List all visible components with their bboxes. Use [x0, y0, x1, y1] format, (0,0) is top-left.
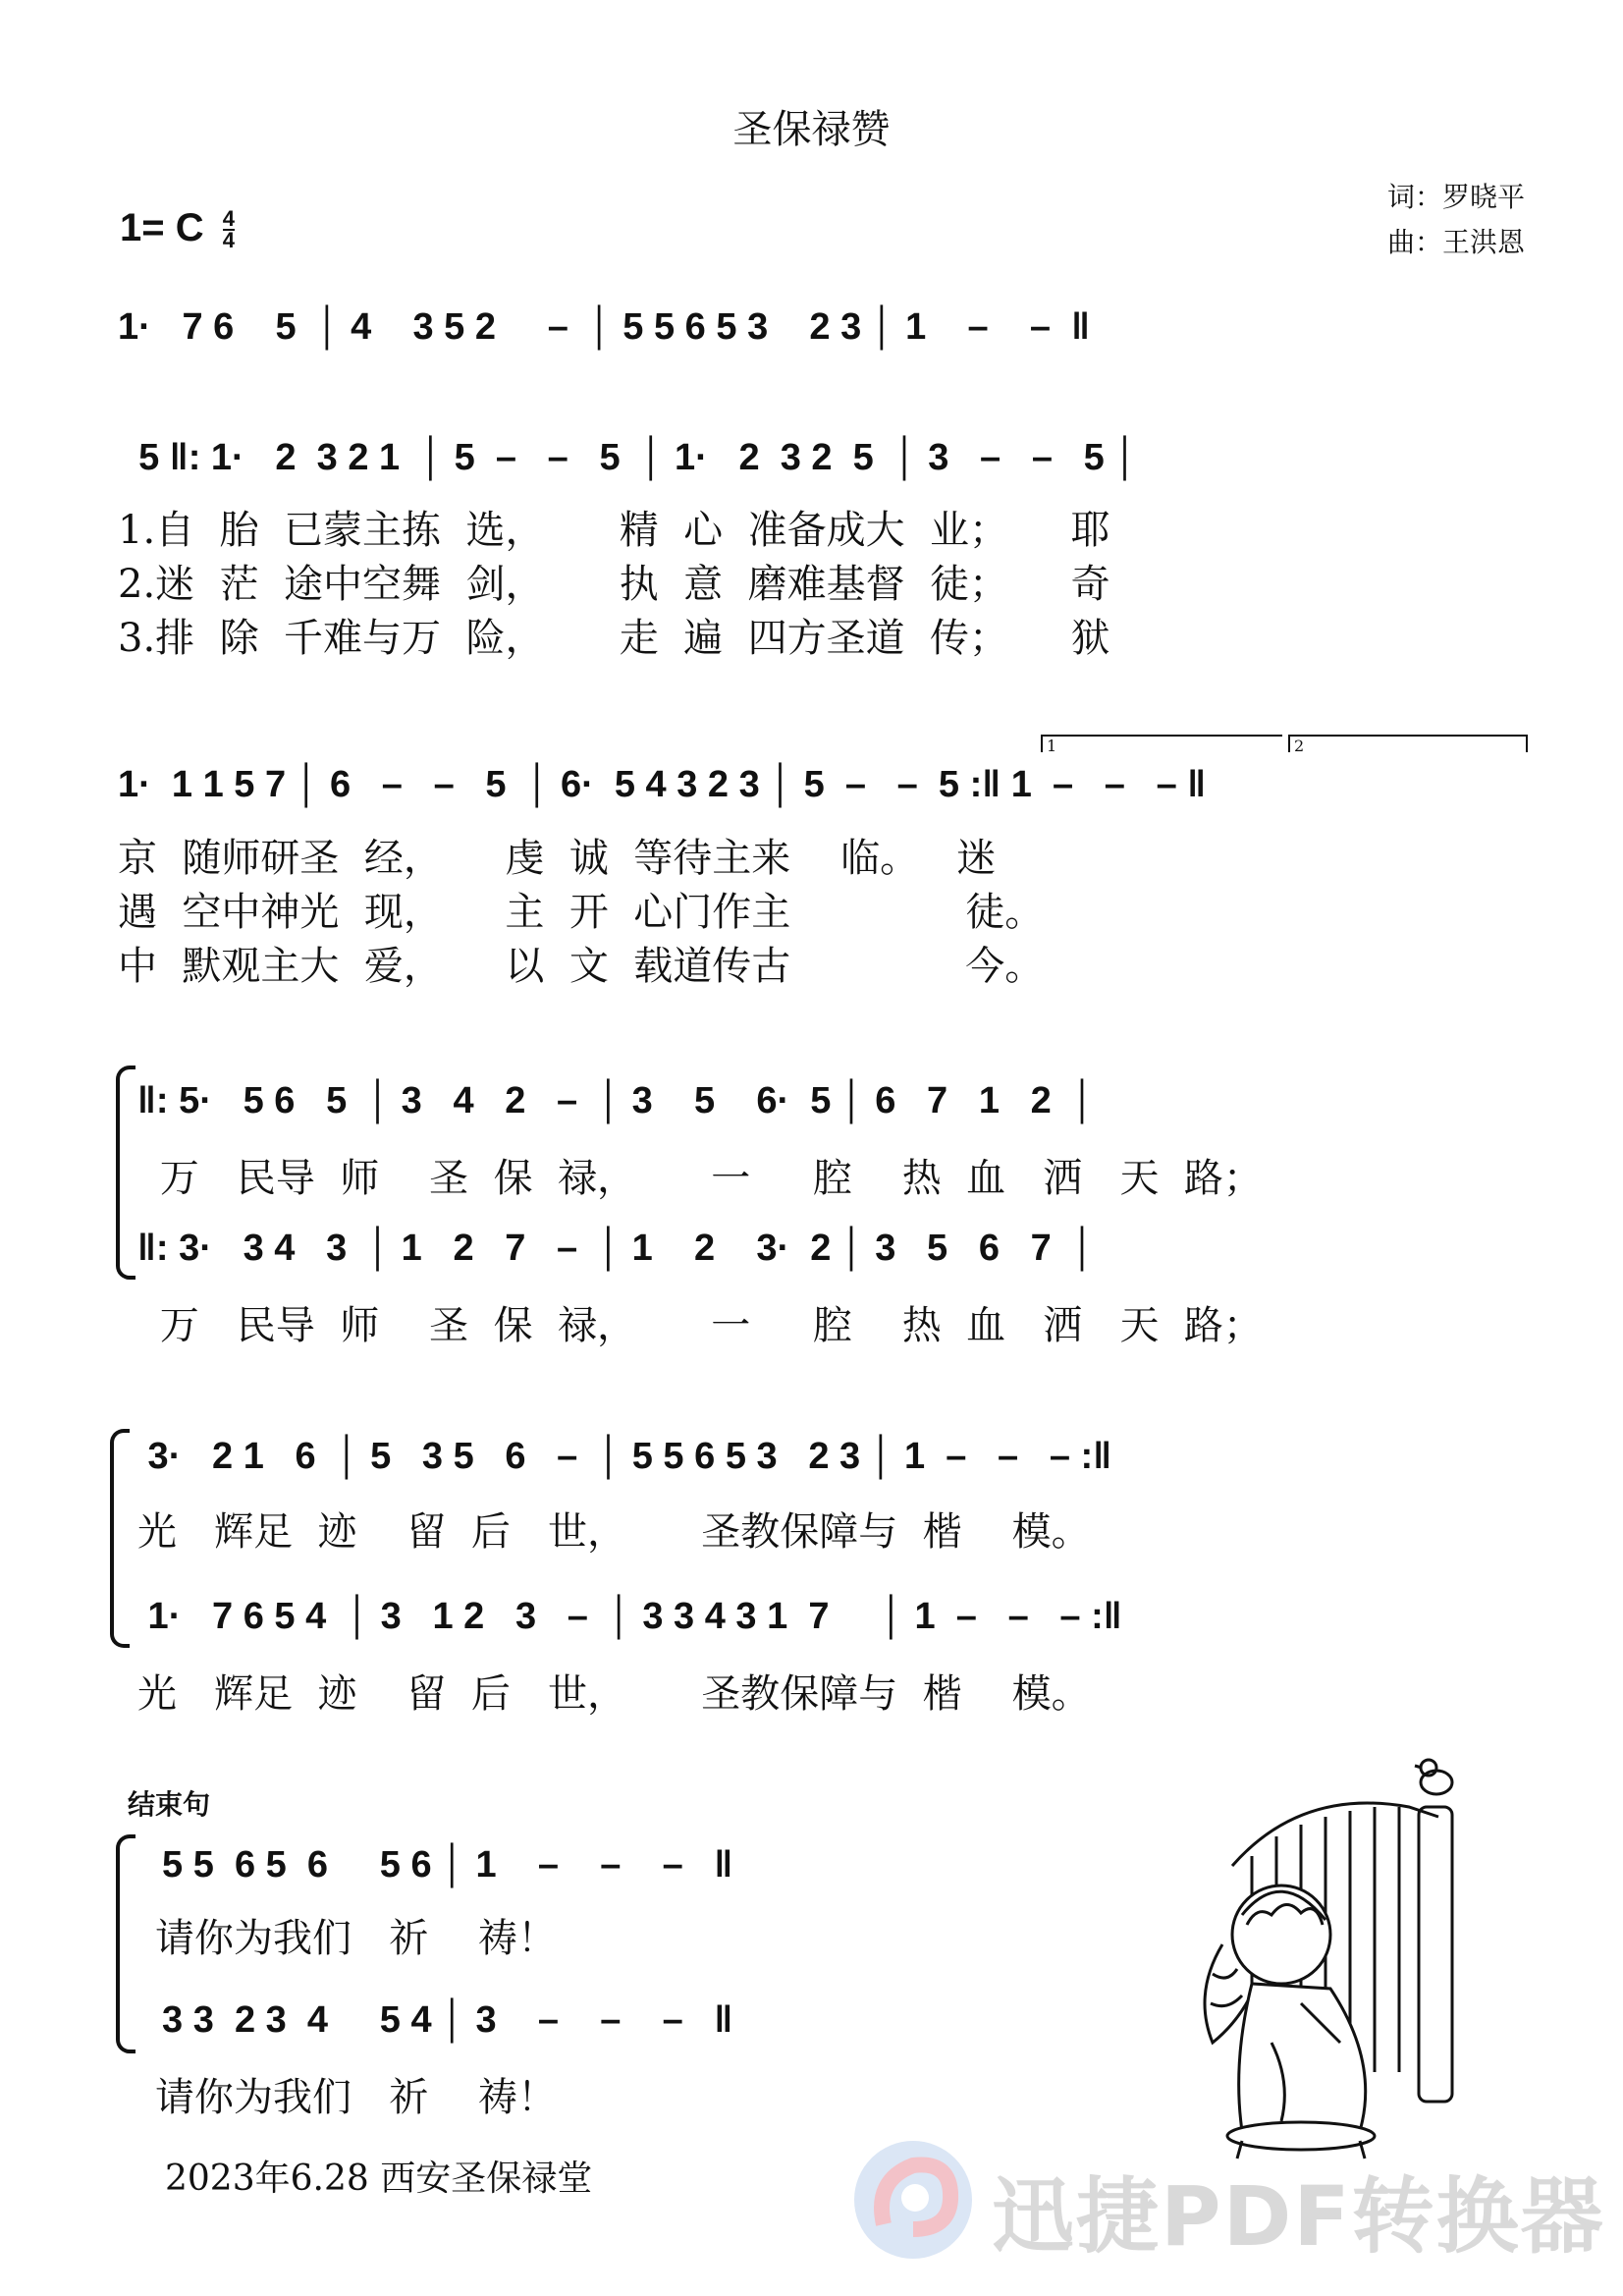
- system-5-brace: [110, 1429, 130, 1648]
- system-4-notes-top: ‖: 5· 5 6 5 │ 3 4 2 – │ 3 5 6· 5 │ 6 7 1 2 │: [137, 1080, 1096, 1121]
- system-4-brace: [116, 1066, 135, 1280]
- angel-harp-illustration: [1183, 1748, 1507, 2160]
- system-3-notes: 1· 1 1 5 7 │ 6 – – 5 │ 6· 5 4 3 2 3 │ 5 – – 5 :‖ 1 – – – ‖: [118, 764, 1207, 805]
- system-1-notes: 1· 7 6 5 │ 4 3 5 2 – │ 5 5 6 5 3 2 3 │ 1 – – ‖: [118, 306, 1091, 348]
- system-2-lyric-3: 3.排 除 千难与万 险， 走 遍 四方圣道 传； 狱: [118, 616, 1110, 661]
- ending-label: 结束句: [128, 1788, 211, 1821]
- ending-notes-top: 5 5 6 5 6 5 6 │ 1 – – – ‖: [162, 1844, 733, 1886]
- system-4-lyric-bottom: 万 民导 师 圣 保 禄， 一 腔 热 血 洒 天 路；: [147, 1303, 1263, 1348]
- composer: 曲：王洪恩: [1386, 226, 1525, 258]
- system-5-lyric-top: 光 辉足 迹 留 后 世， 圣教保障与 楷 模。: [137, 1509, 1091, 1555]
- system-4-notes-bottom: ‖: 3· 3 4 3 │ 1 2 7 – │ 1 2 3· 2 │ 3 5 6 7 │: [137, 1228, 1096, 1269]
- system-3-lyric-3: 中 默观主大 爱， 以 文 载道传古 今。: [118, 944, 1045, 989]
- system-2-notes: 5 ‖: 1· 2 3 2 1 │ 5 – – 5 │ 1· 2 3 2 5 │ 3 – – 5 │: [118, 437, 1139, 478]
- lyricist: 词：罗晓平: [1386, 181, 1525, 213]
- system-4-lyric-top: 万 民导 师 圣 保 禄， 一 腔 热 血 洒 天 路；: [147, 1156, 1263, 1201]
- system-2-lyric-2: 2.迷 茫 途中空舞 剑， 执 意 磨难基督 徒； 奇: [118, 562, 1110, 607]
- ending-notes-bottom: 3 3 2 3 4 5 4 │ 3 – – – ‖: [162, 1999, 733, 2041]
- page-title: 圣保禄赞: [732, 107, 891, 152]
- system-5-lyric-bottom: 光 辉足 迹 留 后 世， 圣教保障与 楷 模。: [137, 1671, 1091, 1717]
- key-label: 1= C: [120, 206, 204, 249]
- ending-lyric-bottom: 请你为我们 祈 祷！: [155, 2075, 558, 2120]
- credits: [1387, 175, 1525, 265]
- system-2-lyric-1: 1.自 胎 已蒙主拣 选， 精 心 准备成大 业； 耶: [118, 508, 1110, 553]
- time-bottom: 4: [222, 228, 235, 253]
- time-top: 4: [222, 206, 235, 232]
- volta-1: 1: [1041, 735, 1282, 752]
- watermark-text: 迅捷PDF转换器: [992, 2168, 1605, 2265]
- ending-brace: [116, 1834, 135, 2053]
- watermark-logo-icon: [844, 2131, 982, 2269]
- footer-date-place: 2023年6.28 西安圣保禄堂: [165, 2159, 593, 2199]
- key-signature: [120, 206, 235, 253]
- system-3-lyric-2: 遇 空中神光 现， 主 开 心门作主 徒。: [118, 890, 1045, 935]
- system-3-lyric-1: 京 随师研圣 经， 虔 诚 等待主来 临。 迷: [118, 836, 997, 881]
- volta-2: 2: [1288, 735, 1528, 752]
- system-5-notes-top: 3· 2 1 6 │ 5 3 5 6 – │ 5 5 6 5 3 2 3 │ 1 – – – :‖: [137, 1436, 1112, 1477]
- ending-lyric-top: 请你为我们 祈 祷！: [155, 1916, 558, 1961]
- time-signature: [222, 206, 235, 253]
- system-5-notes-bottom: 1· 7 6 5 4 │ 3 1 2 3 – │ 3 3 4 3 1 7 │ 1 – – – :‖: [137, 1596, 1122, 1637]
